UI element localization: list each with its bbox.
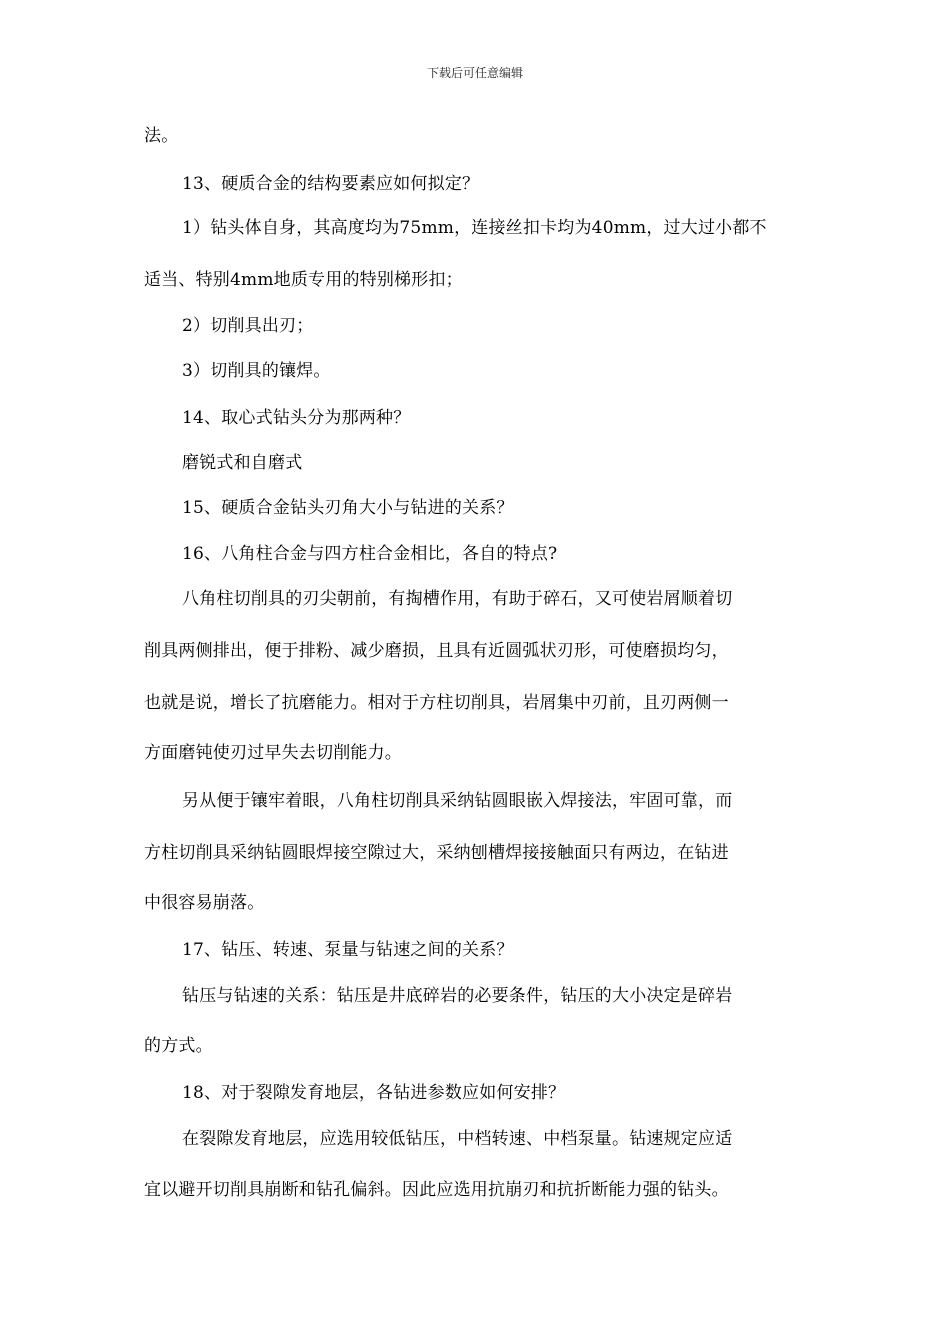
question-18: 18、对于裂隙发育地层，各钻进参数应如何安排？ <box>182 1083 566 1103</box>
text-line: 另从便于镶牢着眼，八角柱切削具采纳钻圆眼嵌入焊接法，牢固可靠，而 <box>182 791 733 811</box>
question-15: 15、硬质合金钻头刃角大小与钻进的关系？ <box>182 498 514 518</box>
text-line: 方面磨钝使刃过早失去切削能力。 <box>144 743 402 763</box>
text-line: 2）切削具出刃； <box>182 316 314 336</box>
page-header: 下载后可任意编辑 <box>426 66 523 80</box>
text-line: 1）钻头体自身，其高度均为75mm，连接丝扣卡均为40mm，过大过小都不 <box>182 218 767 238</box>
text-line: 3）切削具的镶焊。 <box>182 361 331 381</box>
text-line: 法。 <box>144 126 179 146</box>
text-line: 在裂隙发育地层，应选用较低钻压，中档转速、中档泵量。钻速规定应适 <box>182 1129 733 1149</box>
text-line: 中很容易崩落。 <box>144 893 265 913</box>
text-line: 八角柱切削具的刃尖朝前，有掏槽作用，有助于碎石，又可使岩屑顺着切 <box>182 589 733 609</box>
text-line: 削具两侧排出，便于排粉、减少磨损，且具有近圆弧状刃形，可使磨损均匀， <box>144 641 729 661</box>
question-16: 16、八角柱合金与四方柱合金相比，各自的特点? <box>182 544 558 564</box>
text-line: 方柱切削具采纳钻圆眼焊接空隙过大，采纳刨槽焊接接触面只有两边，在钻进 <box>144 843 729 863</box>
text-line: 钻压与钻速的关系：钻压是井底碎岩的必要条件，钻压的大小决定是碎岩 <box>182 986 733 1006</box>
text-line: 的方式。 <box>144 1036 213 1056</box>
question-14: 14、取心式钻头分为那两种？ <box>182 408 411 428</box>
question-13: 13、硬质合金的结构要素应如何拟定？ <box>182 174 480 194</box>
text-line: 也就是说，增长了抗磨能力。相对于方柱切削具，岩屑集中刃前，且刃两侧一 <box>144 693 729 713</box>
question-17: 17、钻压、转速、泵量与钻速之间的关系？ <box>182 940 514 960</box>
answer-14: 磨锐式和自磨式 <box>182 453 303 473</box>
text-line: 宜以避开切削具崩断和钻孔偏斜。因此应选用抗崩刃和抗折断能力强的钻头。 <box>144 1180 729 1200</box>
text-line: 适当、特别4mm地质专用的特别梯形扣； <box>144 270 463 290</box>
